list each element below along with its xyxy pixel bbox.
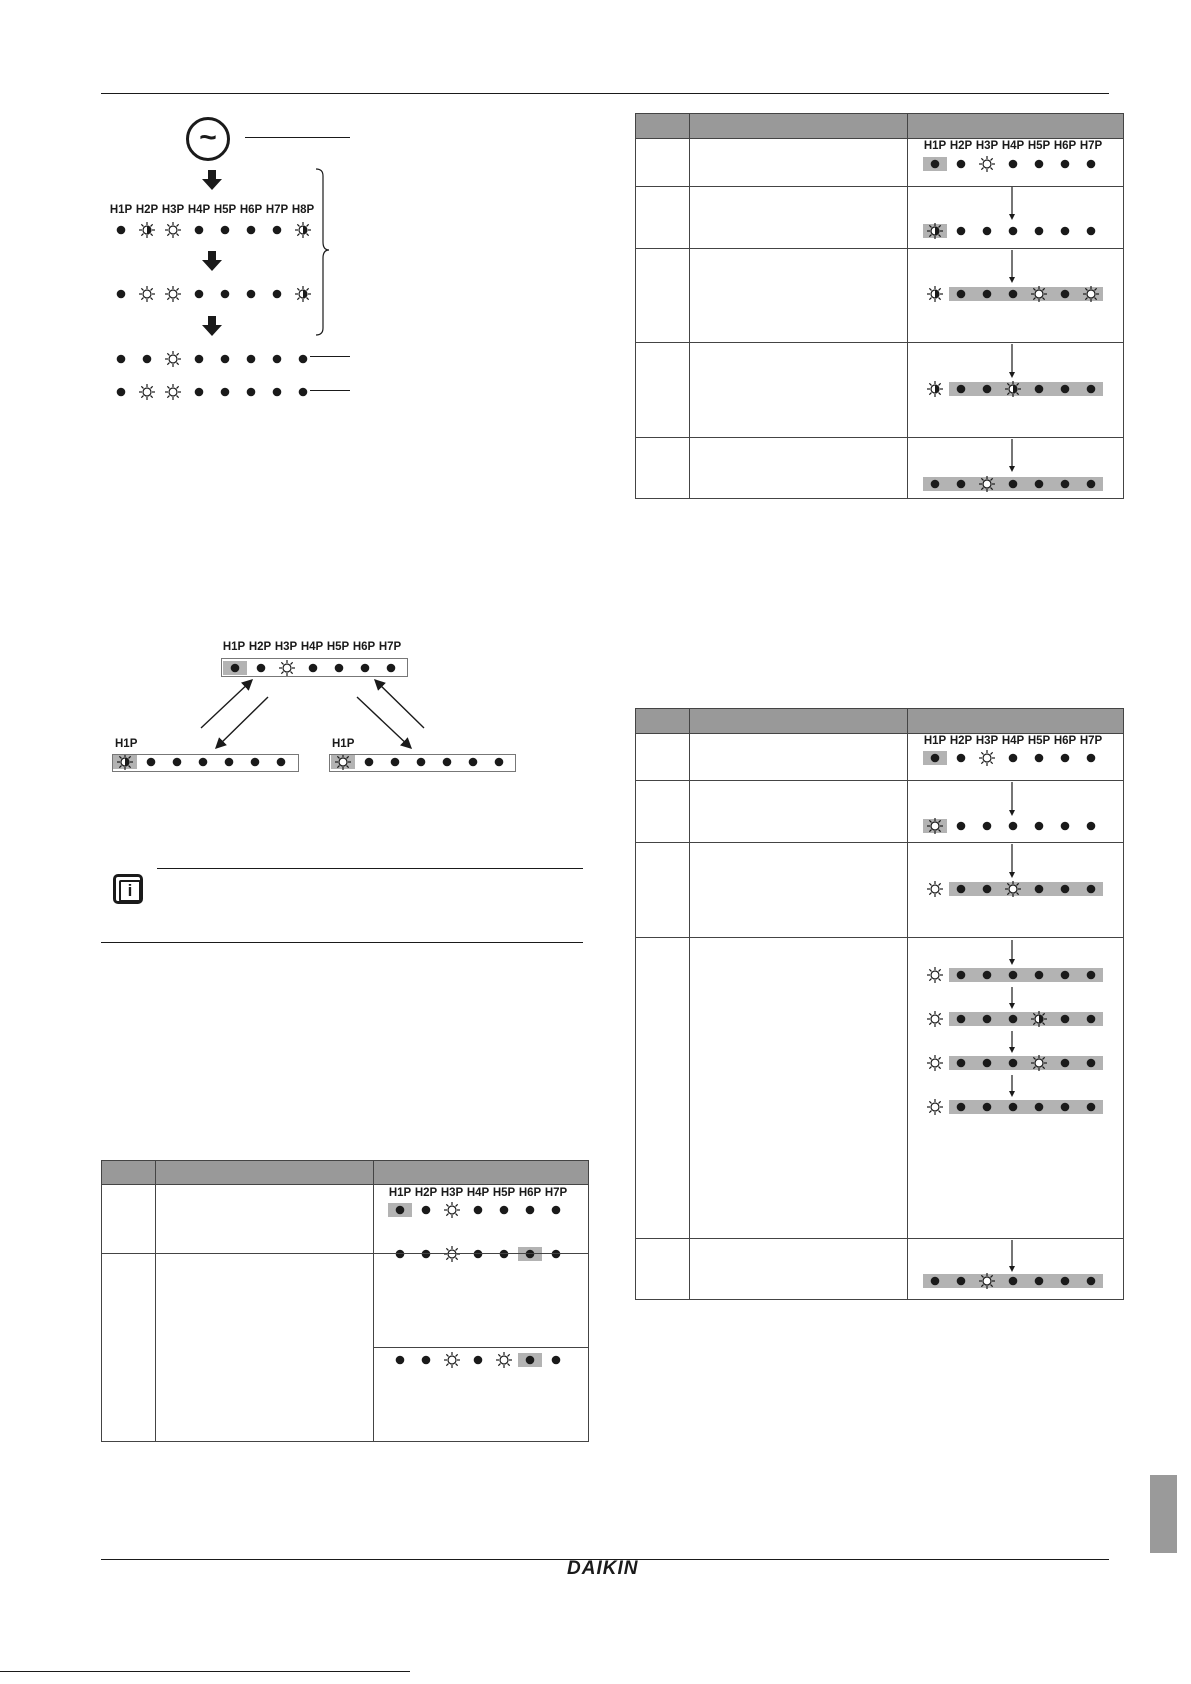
cycle-arrows (0, 0, 600, 800)
led-label: H2P (949, 735, 973, 747)
table-header (636, 709, 1123, 734)
led-label: H7P (544, 1187, 568, 1199)
led-label: H5P (1027, 735, 1051, 747)
led-label: H7P (1079, 140, 1103, 152)
led-label: H3P (440, 1187, 464, 1199)
led-label: H4P (1001, 735, 1025, 747)
led-label: H5P (1027, 140, 1051, 152)
power-symbol-glyph: ~ (199, 121, 217, 154)
led-label: H4P (1001, 140, 1025, 152)
led-label: H5P (492, 1187, 516, 1199)
led-label: H1P (109, 204, 133, 216)
led-label: H2P (135, 204, 159, 216)
led-label-row (922, 140, 1104, 152)
led-label: H4P (466, 1187, 490, 1199)
led-label: H6P (1053, 140, 1077, 152)
led-label: H3P (975, 735, 999, 747)
table-c (635, 708, 1124, 1300)
led-label: H7P (265, 204, 289, 216)
table-header (102, 1161, 588, 1185)
info-icon (113, 874, 143, 904)
led-label: H7P (1079, 735, 1103, 747)
led-label-row (387, 1187, 569, 1199)
led-label-row (922, 735, 1104, 747)
led-label: H6P (352, 641, 376, 653)
led-label: H2P (248, 641, 272, 653)
table-a (101, 1160, 589, 1442)
led-label: H3P (975, 140, 999, 152)
led-label: H1P (332, 738, 355, 750)
info-icon-letter: i (119, 880, 141, 902)
led-label: H2P (949, 140, 973, 152)
daikin-logo: DAIKIN (567, 1558, 639, 1579)
led-label: H4P (300, 641, 324, 653)
led-label: H1P (222, 641, 246, 653)
led-label: H6P (1053, 735, 1077, 747)
led-label: H2P (414, 1187, 438, 1199)
table-b (635, 113, 1124, 499)
note-rule-top (157, 868, 583, 869)
led-label: H4P (187, 204, 211, 216)
note-rule-bottom (101, 942, 583, 943)
led-label: H3P (274, 641, 298, 653)
led-label: H5P (213, 204, 237, 216)
led-label: H1P (388, 1187, 412, 1199)
led-label: H6P (239, 204, 263, 216)
led-label: H1P (923, 735, 947, 747)
led-label: H1P (115, 738, 138, 750)
led-label: H6P (518, 1187, 542, 1199)
led-label: H3P (161, 204, 185, 216)
led-label: H8P (291, 204, 315, 216)
led-label: H7P (378, 641, 402, 653)
table-header (636, 114, 1123, 139)
led-label: H1P (923, 140, 947, 152)
led-label: H5P (326, 641, 350, 653)
